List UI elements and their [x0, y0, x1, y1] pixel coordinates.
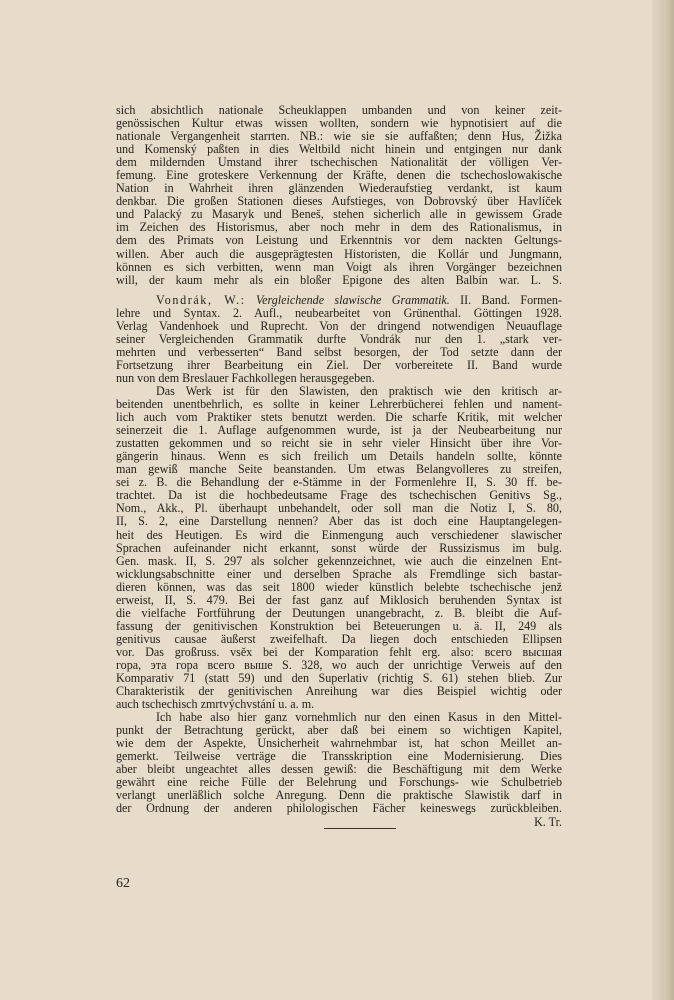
review-book-title: Vergleichende slawische Grammatik. — [256, 292, 450, 307]
review-heading-rest: II. Band. Formen- — [460, 292, 562, 307]
text-line: denkbar. Die großen Stationen dieses Aufstieges, von Dobrovský über Havlíček — [116, 194, 562, 209]
text-line: II, S. 2, eine Darstellung nennen? Aber das ist doch eine Hauptangelegen- — [116, 514, 562, 529]
text-line: verlangt unerläßlich solche Anregung. Denn die praktische Slawistik darf in — [116, 788, 562, 803]
text-line: seinerzeit die 1. Auflage aufgenommen wurde, ist ja der Neubearbeitung nur — [116, 423, 562, 438]
text-line: Ich habe also hier ganz vornehmlich nur den einen Kasus in den Mittel- — [156, 710, 562, 725]
section-divider — [324, 828, 396, 829]
text-line-last — [116, 274, 562, 287]
text-line: im Zeichen des Historismus, aber noch mehr in dem des Rationalismus, in — [116, 220, 562, 235]
review-signature: K. Tr. — [534, 814, 562, 829]
text-line: Verlag Vandenhoek und Ruprecht. Von der dringend notwendigen Neuauflage — [116, 318, 562, 333]
text-line: Gen. mask. II, S. 297 als solcher gekennzeichnet, wie auch die einzelnen Ent- — [116, 553, 562, 568]
body-text — [116, 104, 562, 829]
text-line: mehrten und verbesserten“ Band selbst besorgen, der Tod setzte dann der — [116, 344, 562, 359]
text-line: femung. Eine groteskere Verkennung der Kräfte, denen die tschechoslowakische — [116, 168, 562, 183]
text-line: dieren können, was das seit 1800 wieder künstlich belebte tschechische jenž — [116, 579, 562, 594]
text-line: гора, эта гора всего выше S. 328, wo auch der unrichtige Verweis auf den — [116, 657, 562, 672]
text-line: beitenden unentbehrlich, es sollte in keiner Lehrerbücherei fehlen und nament- — [116, 397, 562, 412]
text-line: dem des Primats von Leistung und Erkenntnis vor dem nackten Geltungs- — [116, 233, 562, 248]
text-line: die vielfache Fortführung der Deutungen unangebracht, z. B. bleibt die Auf- — [116, 605, 562, 620]
text-line: erweist, II, S. 479. Bei der fast ganz auf Miklosich beruhenden Syntax ist — [116, 592, 562, 607]
text-line: und Komenský paßten in dies Weltbild nicht hinein und entgingen nur dank — [116, 142, 562, 157]
text-line: trachtet. Da ist die hochbedeutsame Frage des tschechischen Genitivs Sg., — [116, 488, 562, 503]
review-heading — [116, 294, 562, 307]
text-line: lehre und Syntax. 2. Aufl., neubearbeitet von Grünenthal. Göttingen 1928. — [116, 305, 562, 320]
text-line: nun von dem Breslauer Fachkollegen herausgegeben. — [116, 370, 375, 385]
page-number: 62 — [116, 876, 130, 891]
text-line: zustatten gekommen und so reicht sie in sehr vieler Hinsicht über ihre Vor- — [116, 436, 562, 451]
text-line: gemerkt. Teilweise verträge die Transskription eine Modernisierung. Dies — [116, 749, 562, 764]
text-line: der Ordnung der anderen philologischen Fächer keineswegs zurückbleiben. — [116, 801, 562, 816]
text-line: seiner Vergleichenden Grammatik durfte Vondrák nur den 1. „stark ver- — [116, 331, 562, 346]
text-line: heit des Heutigen. Es wird die Einmengung auch verschiedener slawischer — [116, 527, 562, 542]
text-line: auch tschechisch zmrtvýchvstání u. a. m. — [116, 697, 315, 712]
review-signature: L. S. — [530, 272, 562, 287]
text-line: genössischen Kultur etwas wissen wollten, sondern wie hypnotisiert auf die — [116, 116, 562, 131]
review-1 — [116, 104, 562, 287]
text-line: nationale Vergangenheit starrten. NB.: wie sie sie auffaßten; denn Hus, Žižka — [116, 129, 562, 144]
text-line: dem mildernden Umstand ihrer tschechischen Nationalität der völligen Ver- — [116, 155, 562, 170]
text-line: sei z. B. die Behandlung der e-Stämme in der Formenlehre II, S. 30 ff. be- — [116, 475, 562, 490]
text-line: Nom., Akk., Pl. überhaupt unbehandelt, oder soll man die Notiz I, S. 80, — [116, 501, 562, 516]
text-line: genitivus causae äußerst zweifelhaft. Da liegen doch entschieden Ellipsen — [116, 631, 562, 646]
text-line: wicklungsabschnitte einer und derselben Sprache als Fremdlinge sich bastar- — [116, 566, 562, 581]
text-line: aber bleibt ungeachtet alles dessen gewiß: die Beschäftigung mit dem Werke — [116, 762, 562, 777]
text-line: Sprachen aufeinander nicht erkannt, sonst würde der Russizismus im bulg. — [116, 540, 562, 555]
review-author: Vondrák, W.: — [156, 292, 246, 307]
text-line: willen. Aber auch die ausgeprägtesten Historisten, die Kollár und Jungmann, — [116, 246, 562, 261]
review-2 — [116, 294, 562, 829]
text-line: vor. Das großruss. vsěx bei der Komparation fehlt erg. also: всего высшая — [116, 644, 562, 659]
text-line: Nation in Wahrheit ihren glänzenden Wiederaufstieg verdankt, ist kaum — [116, 181, 562, 196]
text-line: Komparativ 71 (statt 59) und den Superlativ (richtig S. 61) stehen blieb. Zur — [116, 671, 562, 686]
text-line: man gewiß manche Seite beanstanden. Um etwas Belangvolleres zu streifen, — [116, 462, 562, 477]
text-line: und Palacký zu Masaryk und Beneš, stehen sicherlich alle in gewissem Grade — [116, 207, 562, 222]
text-line: Charakteristik der genitivischen Anreihung war dies Beispiel wichtig oder — [116, 684, 562, 699]
text-line: gängerin hinaus. Wenn es sich freilich um Details handeln sollte, könnte — [116, 449, 562, 464]
text-line: wie dem der Aspekte, Unsicherheit wahrnehmbar ist, hat schon Meillet an- — [116, 736, 562, 751]
text-line: Fortsetzung ihrer Bearbeitung ein Ziel. Der vorbereitete II. Band wurde — [116, 357, 562, 372]
last-line-text: will, der kaum mehr als ein bloßer Epigone des alten Balbín war. — [116, 272, 520, 287]
text-line: können es sich verbitten, wenn man Voigt als ihren Vorgänger bezeichnen — [116, 259, 562, 274]
text-line: Das Werk ist für den Slawisten, den praktisch wie den kritisch ar- — [156, 383, 562, 398]
text-line: gewährt eine reiche Fülle der Belehrung und Forschungs- wie Schulbetrieb — [116, 775, 562, 790]
text-line: punkt der Betrachtung gerückt, aber daß bei einem so wichtigen Kapitel, — [116, 723, 562, 738]
text-line: lich auch vom Praktiker stets benutzt werden. Die scharfe Kritik, mit welcher — [116, 410, 562, 425]
text-line: sich absichtlich nationale Scheuklappen umbanden und von keiner zeit- — [116, 103, 562, 117]
page-edge-shadow — [652, 0, 674, 1000]
text-line: fassung der genitivischen Konstruktion bei Beteuerungen u. ä. II, 249 als — [116, 618, 562, 633]
